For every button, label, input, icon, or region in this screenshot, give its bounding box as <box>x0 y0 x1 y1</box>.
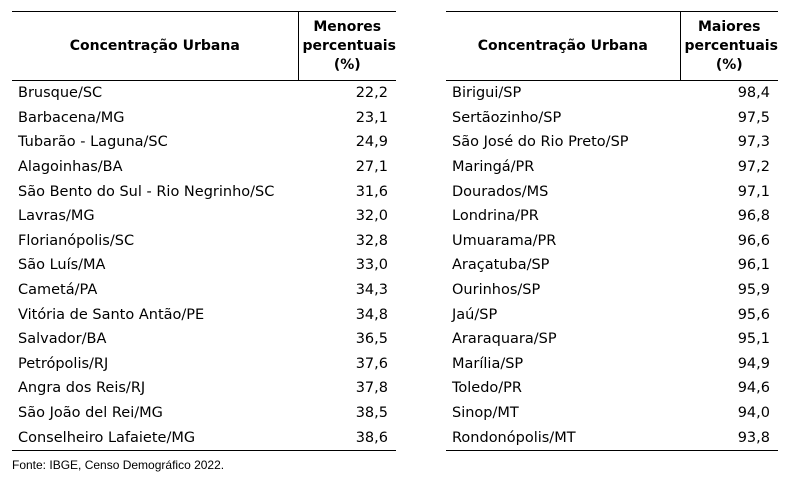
table-header-row <box>446 12 778 81</box>
percentage-cell: 32,0 <box>355 208 388 225</box>
city-name-cell: Brusque/SC <box>18 85 103 102</box>
percentage-cell: 33,0 <box>355 257 388 274</box>
table-row <box>446 425 778 450</box>
table-row <box>446 352 778 377</box>
table-body <box>12 81 396 451</box>
city-name-cell: Sinop/MT <box>452 405 519 422</box>
column-header-highest-percentages: Maiores percentuais (%) <box>680 12 778 81</box>
table-row <box>446 204 778 229</box>
column-header-lowest-percentages: Menores percentuais (%) <box>298 12 396 81</box>
table-body <box>446 81 778 451</box>
table-row <box>12 179 396 204</box>
table-row <box>446 278 778 303</box>
percentage-cell: 96,1 <box>737 257 770 274</box>
source-note: Fonte: IBGE, Censo Demográfico 2022. <box>12 458 225 472</box>
table-row <box>446 401 778 426</box>
city-name-cell: Alagoinhas/BA <box>18 159 123 176</box>
percentage-cell: 96,8 <box>737 208 770 225</box>
percentage-cell: 93,8 <box>680 425 778 450</box>
city-name-cell: Salvador/BA <box>18 331 107 348</box>
city-name-cell: Barbacena/MG <box>18 109 125 126</box>
city-name-cell: Sertãozinho/SP <box>452 109 562 126</box>
city-name-cell: Araçatuba/SP <box>452 257 550 274</box>
column-header-urban-concentration: Concentração Urbana <box>446 12 680 81</box>
table-row <box>12 81 396 106</box>
table-row <box>12 204 396 229</box>
city-name-cell: Marília/SP <box>452 355 524 372</box>
table-row <box>446 106 778 131</box>
city-name-cell: Ourinhos/SP <box>452 282 541 299</box>
percentage-cell: 97,2 <box>737 159 770 176</box>
city-name-cell: Londrina/PR <box>452 208 539 225</box>
table-row <box>446 179 778 204</box>
table-row <box>12 130 396 155</box>
percentage-cell: 95,1 <box>737 331 770 348</box>
table-row <box>12 401 396 426</box>
table-row <box>12 253 396 278</box>
table-row <box>446 229 778 254</box>
city-name-cell: Dourados/MS <box>452 183 549 200</box>
percentage-cell: 94,9 <box>737 355 770 372</box>
percentage-cell: 96,6 <box>737 232 770 249</box>
percentage-cell: 34,8 <box>355 306 388 323</box>
city-name-cell: Petrópolis/RJ <box>18 355 109 372</box>
city-name-cell: Cametá/PA <box>18 282 98 299</box>
city-name-cell: Jaú/SP <box>452 306 498 323</box>
table-row <box>446 327 778 352</box>
percentage-cell: 38,5 <box>355 405 388 422</box>
percentage-cell: 94,6 <box>737 380 770 397</box>
percentage-cell: 38,6 <box>298 425 396 450</box>
percentage-cell: 22,2 <box>355 85 388 102</box>
table-row <box>446 253 778 278</box>
city-name-cell: Birigui/SP <box>452 85 522 102</box>
city-name-cell: São José do Rio Preto/SP <box>452 134 629 151</box>
percentage-cell: 97,5 <box>737 109 770 126</box>
city-name-cell: Toledo/PR <box>452 380 522 397</box>
percentage-cell: 98,4 <box>737 85 770 102</box>
percentage-cell: 23,1 <box>355 109 388 126</box>
table-row <box>12 327 396 352</box>
city-name-cell: Angra dos Reis/RJ <box>18 380 146 397</box>
percentage-cell: 37,6 <box>355 355 388 372</box>
percentage-cell: 24,9 <box>355 134 388 151</box>
percentage-cell: 94,0 <box>737 405 770 422</box>
city-name-cell: São Luís/MA <box>18 257 106 274</box>
percentage-cell: 97,1 <box>737 183 770 200</box>
table-row <box>12 278 396 303</box>
percentage-cell: 97,3 <box>737 134 770 151</box>
city-name-cell: São Bento do Sul - Rio Negrinho/SC <box>18 183 275 200</box>
city-name-cell: São João del Rei/MG <box>18 405 163 422</box>
table-row <box>12 155 396 180</box>
table-row <box>12 376 396 401</box>
city-name-cell: Rondonópolis/MT <box>446 425 680 450</box>
table-row <box>12 425 396 450</box>
table-header-row <box>12 12 396 81</box>
table-row <box>446 130 778 155</box>
city-name-cell: Umuarama/PR <box>452 232 557 249</box>
percentage-cell: 31,6 <box>355 183 388 200</box>
table-row <box>12 302 396 327</box>
table-lowest-percentages <box>12 11 396 451</box>
percentage-cell: 27,1 <box>355 159 388 176</box>
table-row <box>12 352 396 377</box>
table-row <box>446 81 778 106</box>
percentage-cell: 95,9 <box>737 282 770 299</box>
table-row <box>446 302 778 327</box>
city-name-cell: Lavras/MG <box>18 208 95 225</box>
table-row <box>12 106 396 131</box>
percentage-cell: 95,6 <box>737 306 770 323</box>
city-name-cell: Vitória de Santo Antão/PE <box>18 306 205 323</box>
table-row <box>446 155 778 180</box>
city-name-cell: Florianópolis/SC <box>18 232 135 249</box>
column-header-urban-concentration: Concentração Urbana <box>12 12 298 81</box>
city-name-cell: Maringá/PR <box>452 159 535 176</box>
table-row <box>12 229 396 254</box>
table-row <box>446 376 778 401</box>
percentage-cell: 34,3 <box>355 282 388 299</box>
city-name-cell: Araraquara/SP <box>452 331 557 348</box>
city-name-cell: Conselheiro Lafaiete/MG <box>12 425 298 450</box>
percentage-cell: 36,5 <box>355 331 388 348</box>
table-highest-percentages <box>446 11 778 451</box>
city-name-cell: Tubarão - Laguna/SC <box>18 134 168 151</box>
percentage-cell: 37,8 <box>355 380 388 397</box>
percentage-cell: 32,8 <box>355 232 388 249</box>
